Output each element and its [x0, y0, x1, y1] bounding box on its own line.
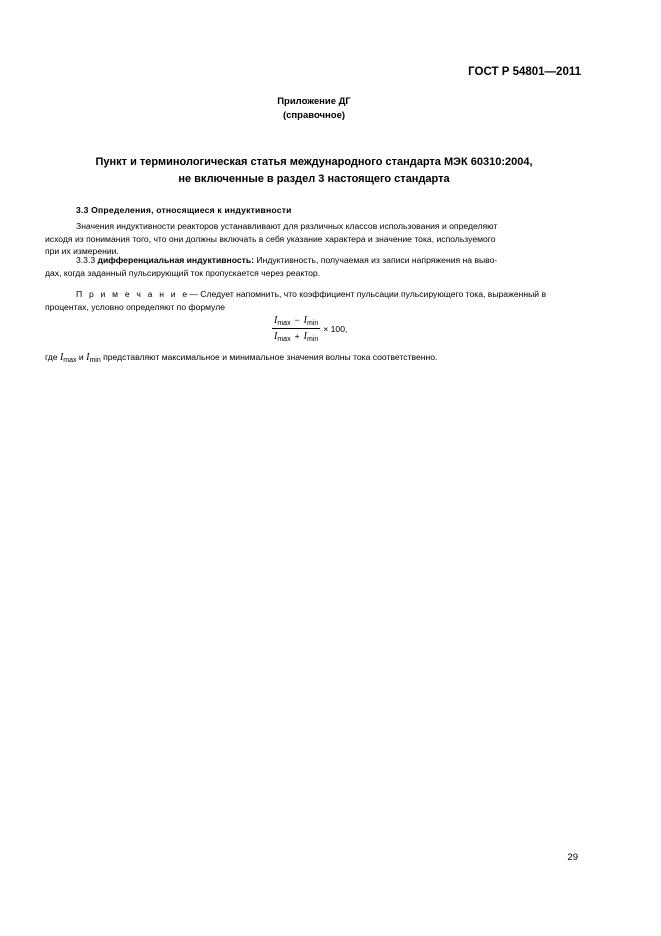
- annex-type: (справочное): [282, 110, 346, 121]
- annex-title: Приложение ДГ: [277, 96, 351, 107]
- ripple-formula: [272, 315, 347, 343]
- where-variable: I: [86, 352, 90, 363]
- paragraph-line: при их измерении.: [45, 246, 119, 256]
- page-number: 29: [567, 852, 578, 863]
- note-line: [45, 288, 583, 301]
- formula-variable: I: [274, 331, 278, 342]
- note-line: процентах, условно определяют по формуле: [45, 301, 226, 312]
- formula-multiplier: × 100,: [323, 324, 348, 334]
- document-title: [0, 154, 628, 187]
- term-number: 3.3.3: [76, 255, 96, 265]
- formula-variable: I: [303, 315, 307, 326]
- paragraph-line: Значения индуктивности реакторов устанавливают для различных классов использования и определяют: [76, 221, 498, 231]
- where-and: и: [78, 352, 84, 362]
- term-definition: Индуктивность, получаемая из записи напряжения на выво-: [256, 255, 498, 265]
- annex-heading: [0, 95, 628, 123]
- formula-variable: I: [303, 331, 307, 342]
- formula-denominator: [272, 329, 320, 343]
- where-variable: I: [59, 352, 64, 363]
- formula-operator: +: [294, 331, 300, 341]
- formula-subscript: max: [277, 320, 291, 327]
- term-definition-continued: дах, когда заданный пульсирующий ток пропускается через реактор.: [45, 267, 321, 278]
- where-prefix: где: [45, 352, 58, 362]
- note-label: П р и м е ч а н и е: [76, 289, 190, 299]
- paragraph-line: исходя из понимания того, что они должны включать в себя указание характера и значение тока, используемого: [45, 233, 496, 244]
- document-title-line-2: не включенные в раздел 3 настоящего стандарта: [178, 172, 450, 185]
- where-text: представляют максимальное и минимальное значения волны тока соответственно.: [103, 352, 438, 362]
- formula-numerator: [272, 315, 320, 329]
- term-name: дифференциальная индуктивность:: [97, 255, 254, 265]
- standard-number: ГОСТ Р 54801—2011: [468, 66, 581, 78]
- note-text: — Следует напомнить, что коэффициент пульсации пульсирующего тока, выраженный в: [189, 289, 547, 299]
- document-title-line-1: Пункт и терминологическая статья международного стандарта МЭК 60310:2004,: [95, 156, 533, 168]
- formula-explanation: [45, 351, 437, 367]
- formula-fraction: [272, 315, 320, 343]
- where-subscript: max: [63, 357, 77, 364]
- formula-subscript: max: [277, 336, 291, 343]
- where-subscript: min: [89, 357, 101, 364]
- term-line: [45, 254, 583, 267]
- formula-variable: I: [274, 315, 278, 326]
- note: [45, 288, 583, 313]
- section-heading: 3.3 Определения, относящиеся к индуктивности: [76, 205, 292, 215]
- formula-subscript: min: [306, 320, 319, 327]
- formula-subscript: min: [306, 336, 319, 343]
- formula-operator: −: [294, 315, 300, 325]
- inductance-paragraph: [45, 220, 583, 258]
- term-entry: [45, 254, 583, 279]
